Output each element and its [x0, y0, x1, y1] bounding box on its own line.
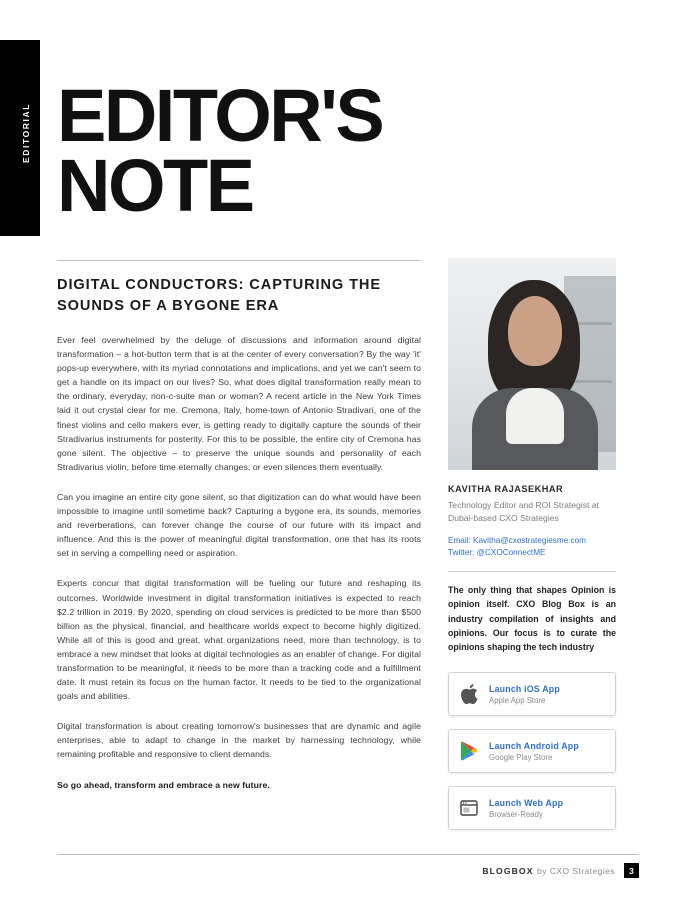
- page-footer: [57, 854, 639, 878]
- launch-ios-app-subtitle: Apple App Store: [489, 695, 546, 705]
- page-title-line-2: NOTE: [57, 143, 253, 227]
- launch-web-app-subtitle: Browser-Ready: [489, 809, 543, 819]
- launch-android-app-title: Launch Android App: [489, 740, 579, 751]
- play-store-icon: [449, 741, 489, 761]
- article-closing-line: So go ahead, transform and embrace a new future.: [57, 779, 270, 790]
- launch-ios-app-title: Launch iOS App: [489, 683, 560, 694]
- launch-android-app-button[interactable]: [448, 729, 616, 773]
- author-twitter[interactable]: Twitter: @CXOConnectME: [448, 548, 546, 558]
- author-contact: [448, 535, 616, 560]
- launch-ios-app-button[interactable]: [448, 672, 616, 716]
- article-body: [57, 333, 421, 808]
- editorial-tab-label: EDITORIAL: [21, 102, 31, 164]
- launch-web-app-button[interactable]: [448, 786, 616, 830]
- portrait-scarf: [506, 388, 564, 444]
- author-portrait-image: [448, 258, 616, 470]
- author-role: Technology Editor and ROI Strategist at Dubai-based CXO Strategies: [448, 500, 599, 524]
- launch-web-app-title: Launch Web App: [489, 797, 564, 808]
- page-title-line-1: EDITOR'S: [57, 74, 383, 157]
- browser-icon: [449, 799, 489, 817]
- article-paragraph: Experts concur that digital transformation will be fueling our future and reshaping its outcomes. Worldwide investment in digital transformation initiatives is expected to reach $2.2 trillion in 2019. By 2020, spending on cloud services is predicted to be more than $500 billion as the physical, financial, and healthcare worlds expect to become highly digitized. While all of this is good and great, what organizations need, more than technology, is to embrace a new mindset that looks at digital technologies as an enabler of change. For digital transformation to be meaningful, it needs to be more than a tracking code and a fulfillment date. It must retain its focus on the human factor. It needs to be tied to the organizational goals and abilities.: [57, 578, 421, 702]
- launch-web-app-text: [489, 798, 615, 819]
- page-title: [57, 74, 617, 227]
- footer-brand-name: BLOGBOX: [482, 865, 534, 876]
- article-paragraph: Ever feel overwhelmed by the deluge of discussions and information around digital transformation – a hot-button term that is at the center of every conversation? By the way 'it' pops-up everywhere, with its myriad connotations and implications, and yet we can't seem to get a handle on its impact on our lives? So, what does digital transformation really mean to the ordinary, everyday, non-c-suite man or woman? A recent article in the New York Times laid it out crystal clear for me. Cremona, Italy, home-town of Antonio Stradivari, one of the finest violins and cello makers ever, is getting ready to digitally capture the sounds of their Stradivarius instruments for posterity. For this to be possible, the entire city of Cremona has gone silent. The objective – to preserve the unique sounds and personality of each Stradivarius violin, before time eternally changes, or even silences them eventually.: [57, 335, 421, 472]
- author-sidebar: [448, 258, 616, 843]
- portrait-face: [508, 296, 562, 366]
- launch-android-app-subtitle: Google Play Store: [489, 752, 553, 762]
- section-heading-text: DIGITAL CONDUCTORS: CAPTURING THE SOUNDS OF A BYGONE ERA: [57, 277, 382, 314]
- editorial-tab: [0, 40, 40, 236]
- launch-android-app-text: [489, 741, 615, 762]
- footer-brand: [482, 866, 615, 876]
- blogbox-blurb: The only thing that shapes Opinion is opinion itself. CXO Blog Box is an industry compilation of insights and opinions. Our focus is to curate the opinions shaping the tech industry: [448, 585, 616, 653]
- author-name: KAVITHA RAJASEKHAR: [448, 484, 564, 494]
- app-launch-buttons: [448, 672, 616, 830]
- rail-divider: [448, 571, 616, 572]
- footer-brand-tagline: by CXO Strategies: [537, 865, 615, 876]
- article-paragraph: Can you imagine an entire city gone silent, so that digitization can do what would have been impossible to imagine until sometime back? Capturing a bygone era, its sounds, memories and reverberations, can forever change the course of our future with its impact and influence. And this is the power of meaningful digital transformation, one that has its roots set in serving a compelling need or aspiration.: [57, 491, 421, 559]
- launch-ios-app-text: [489, 684, 615, 705]
- author-email[interactable]: Email: Kavitha@cxostrategiesme.com: [448, 535, 586, 545]
- page-number: 3: [624, 863, 639, 878]
- apple-icon: [449, 684, 489, 704]
- article-paragraph: Digital transformation is about creating tomorrow's businesses that are dynamic and agile enterprises, able to adapt to change in the market by harnessing technology, while remaining profitable and responsive to client demands.: [57, 721, 421, 760]
- section-heading: [57, 260, 421, 316]
